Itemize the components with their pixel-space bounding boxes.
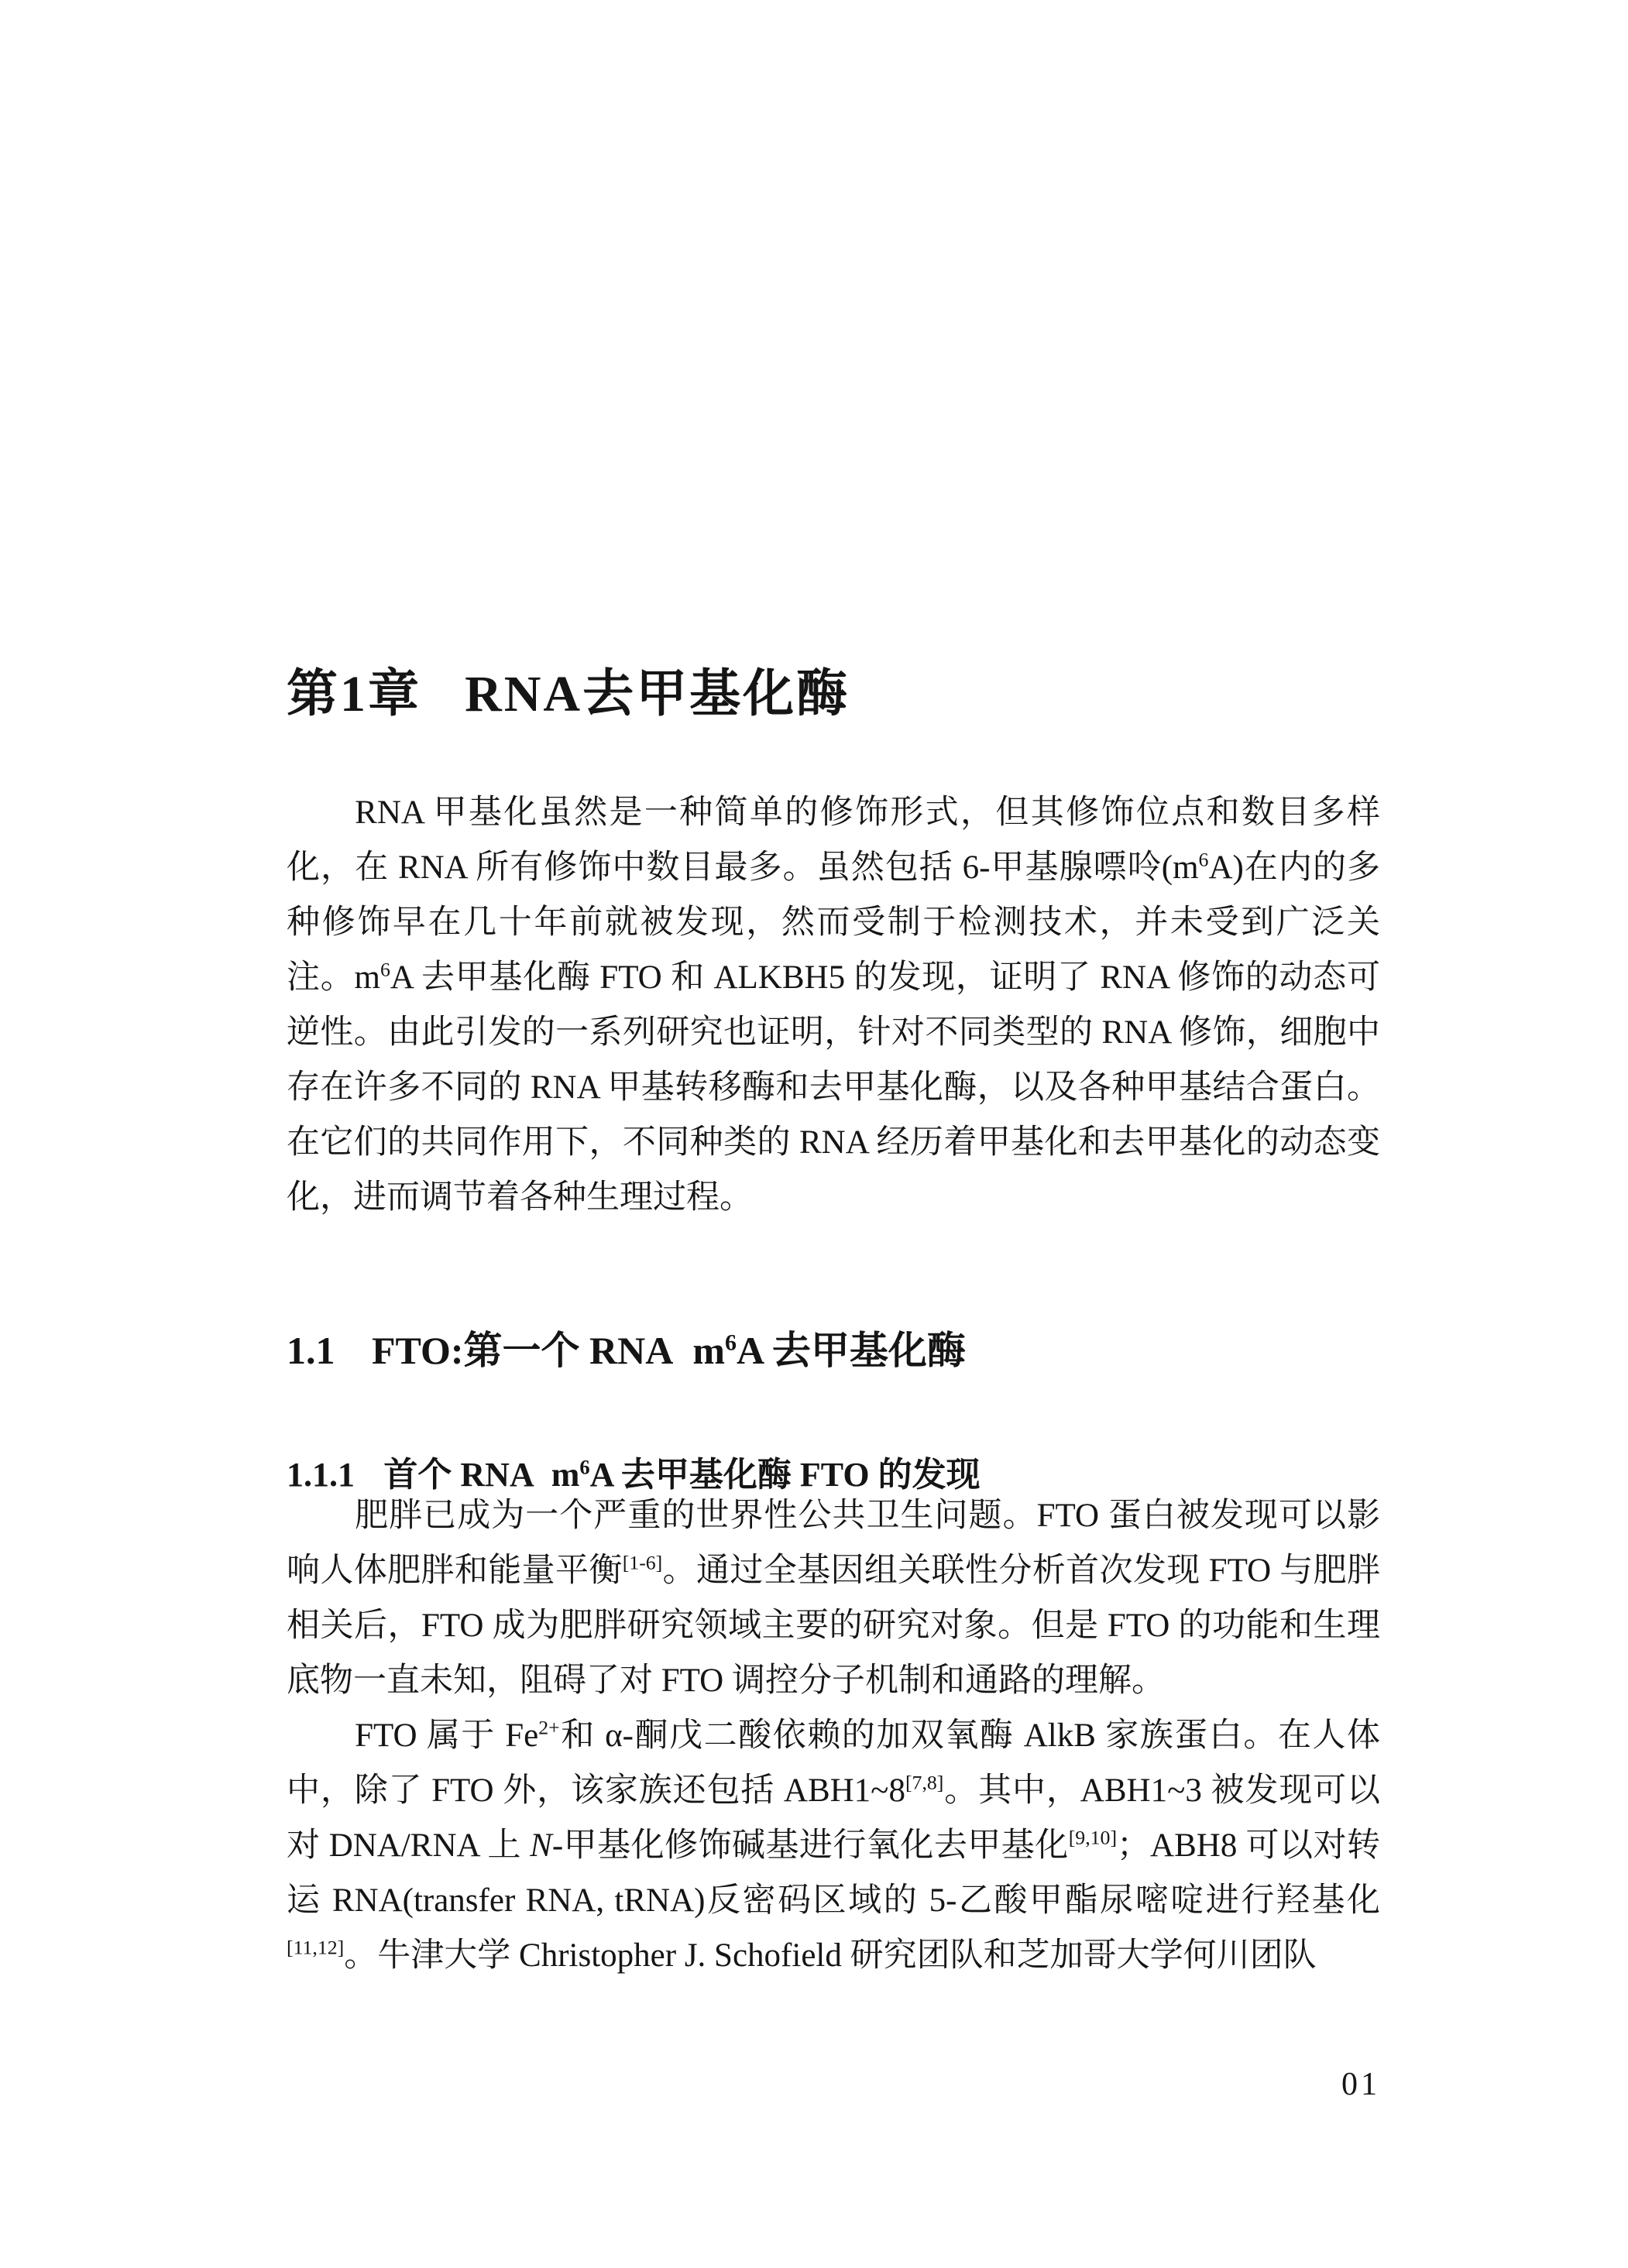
section-body-block xyxy=(287,1488,1380,1983)
section-title-text xyxy=(372,1329,966,1372)
text-run: 。通过全基因组关联性分析首次发现 FTO 与肥胖相关后，FTO 成为肥胖研究领域主要的研究对象。但是 FTO 的功能和生理底物一直未知，阻碍了对 FTO 调控分子机制和通路的理解。 xyxy=(287,1553,1380,1699)
section-heading xyxy=(287,1319,1380,1375)
superscript: [9,10] xyxy=(1068,1826,1118,1849)
chapter-name: RNA去甲基化酶 xyxy=(465,666,850,723)
paragraph xyxy=(287,1488,1380,1708)
text-run: FTO 属于 Fe xyxy=(355,1717,539,1754)
superscript: 6 xyxy=(725,1329,737,1355)
superscript: 6 xyxy=(380,958,390,981)
text-run: 。牛津大学 Christopher J. Schofield 研究团队和芝加哥大学何川团队 xyxy=(344,1937,1317,1974)
text-run: ；ABH8 可以对转运 RNA(transfer RNA, tRNA)反密码区域的 5-乙酸甲酯尿嘧啶进行羟基化 xyxy=(287,1827,1380,1919)
text-run: 。其中，ABH1~3 被发现可以对 DNA/RNA 上 xyxy=(287,1772,1380,1864)
text-run: A)在内的多种修饰早在几十年前就被发现，然而受制于检测技术，并未受到广泛关注。m xyxy=(287,849,1381,996)
text-run: A 去甲基化酶 FTO 的发现 xyxy=(589,1456,981,1494)
paragraph xyxy=(287,1708,1380,1983)
text-run: 首个 RNA m xyxy=(383,1456,580,1494)
page-number: 01 xyxy=(1341,2067,1380,2102)
italic-run: N xyxy=(530,1827,552,1864)
chapter-number: 第1章 xyxy=(287,666,421,723)
superscript: 6 xyxy=(579,1455,590,1479)
text-run: A 去甲基化酶 xyxy=(737,1328,966,1372)
text-run: -甲基化修饰碱基进行氧化去甲基化 xyxy=(551,1827,1069,1864)
superscript: 2+ xyxy=(538,1716,560,1739)
superscript: 6 xyxy=(1198,848,1209,871)
chapter-title xyxy=(287,652,1380,726)
superscript: [1-6] xyxy=(622,1551,663,1574)
superscript: [11,12] xyxy=(287,1936,345,1959)
intro-block xyxy=(287,785,1380,1225)
text-run: 和 α-酮戊二酸依赖的加双氧酶 AlkB 家族蛋白。在人体中，除了 FTO 外，该家族还包括 ABH1~8 xyxy=(287,1717,1380,1809)
paragraph xyxy=(287,785,1380,1225)
subsection-number: 1.1.1 xyxy=(287,1456,355,1494)
text-run: A 去甲基化酶 FTO 和 ALKBH5 的发现，证明了 RNA 修饰的动态可逆性。由此引发的一系列研究也证明，针对不同类型的 RNA 修饰，细胞中存在许多不同的 RNA 甲基转移酶和去甲基化酶，以及各种甲基结合蛋白。在它们的共同作用下，不同种类的 RNA 经历着甲基化和去甲基化的动态变化，进而调节着各种生理过程。 xyxy=(287,959,1380,1216)
text-run: RNA 甲基化虽然是一种简单的修饰形式，但其修饰位点和数目多样化，在 RNA 所有修饰中数目最多。虽然包括 6-甲基腺嘌呤(m xyxy=(287,794,1380,886)
section-number: 1.1 xyxy=(287,1328,335,1372)
text-run: FTO:第一个 RNA m xyxy=(372,1328,726,1372)
superscript: [7,8] xyxy=(905,1771,944,1794)
text-run: 肥胖已成为一个严重的世界性公共卫生问题。FTO 蛋白被发现可以影响人体肥胖和能量平衡 xyxy=(287,1498,1380,1589)
